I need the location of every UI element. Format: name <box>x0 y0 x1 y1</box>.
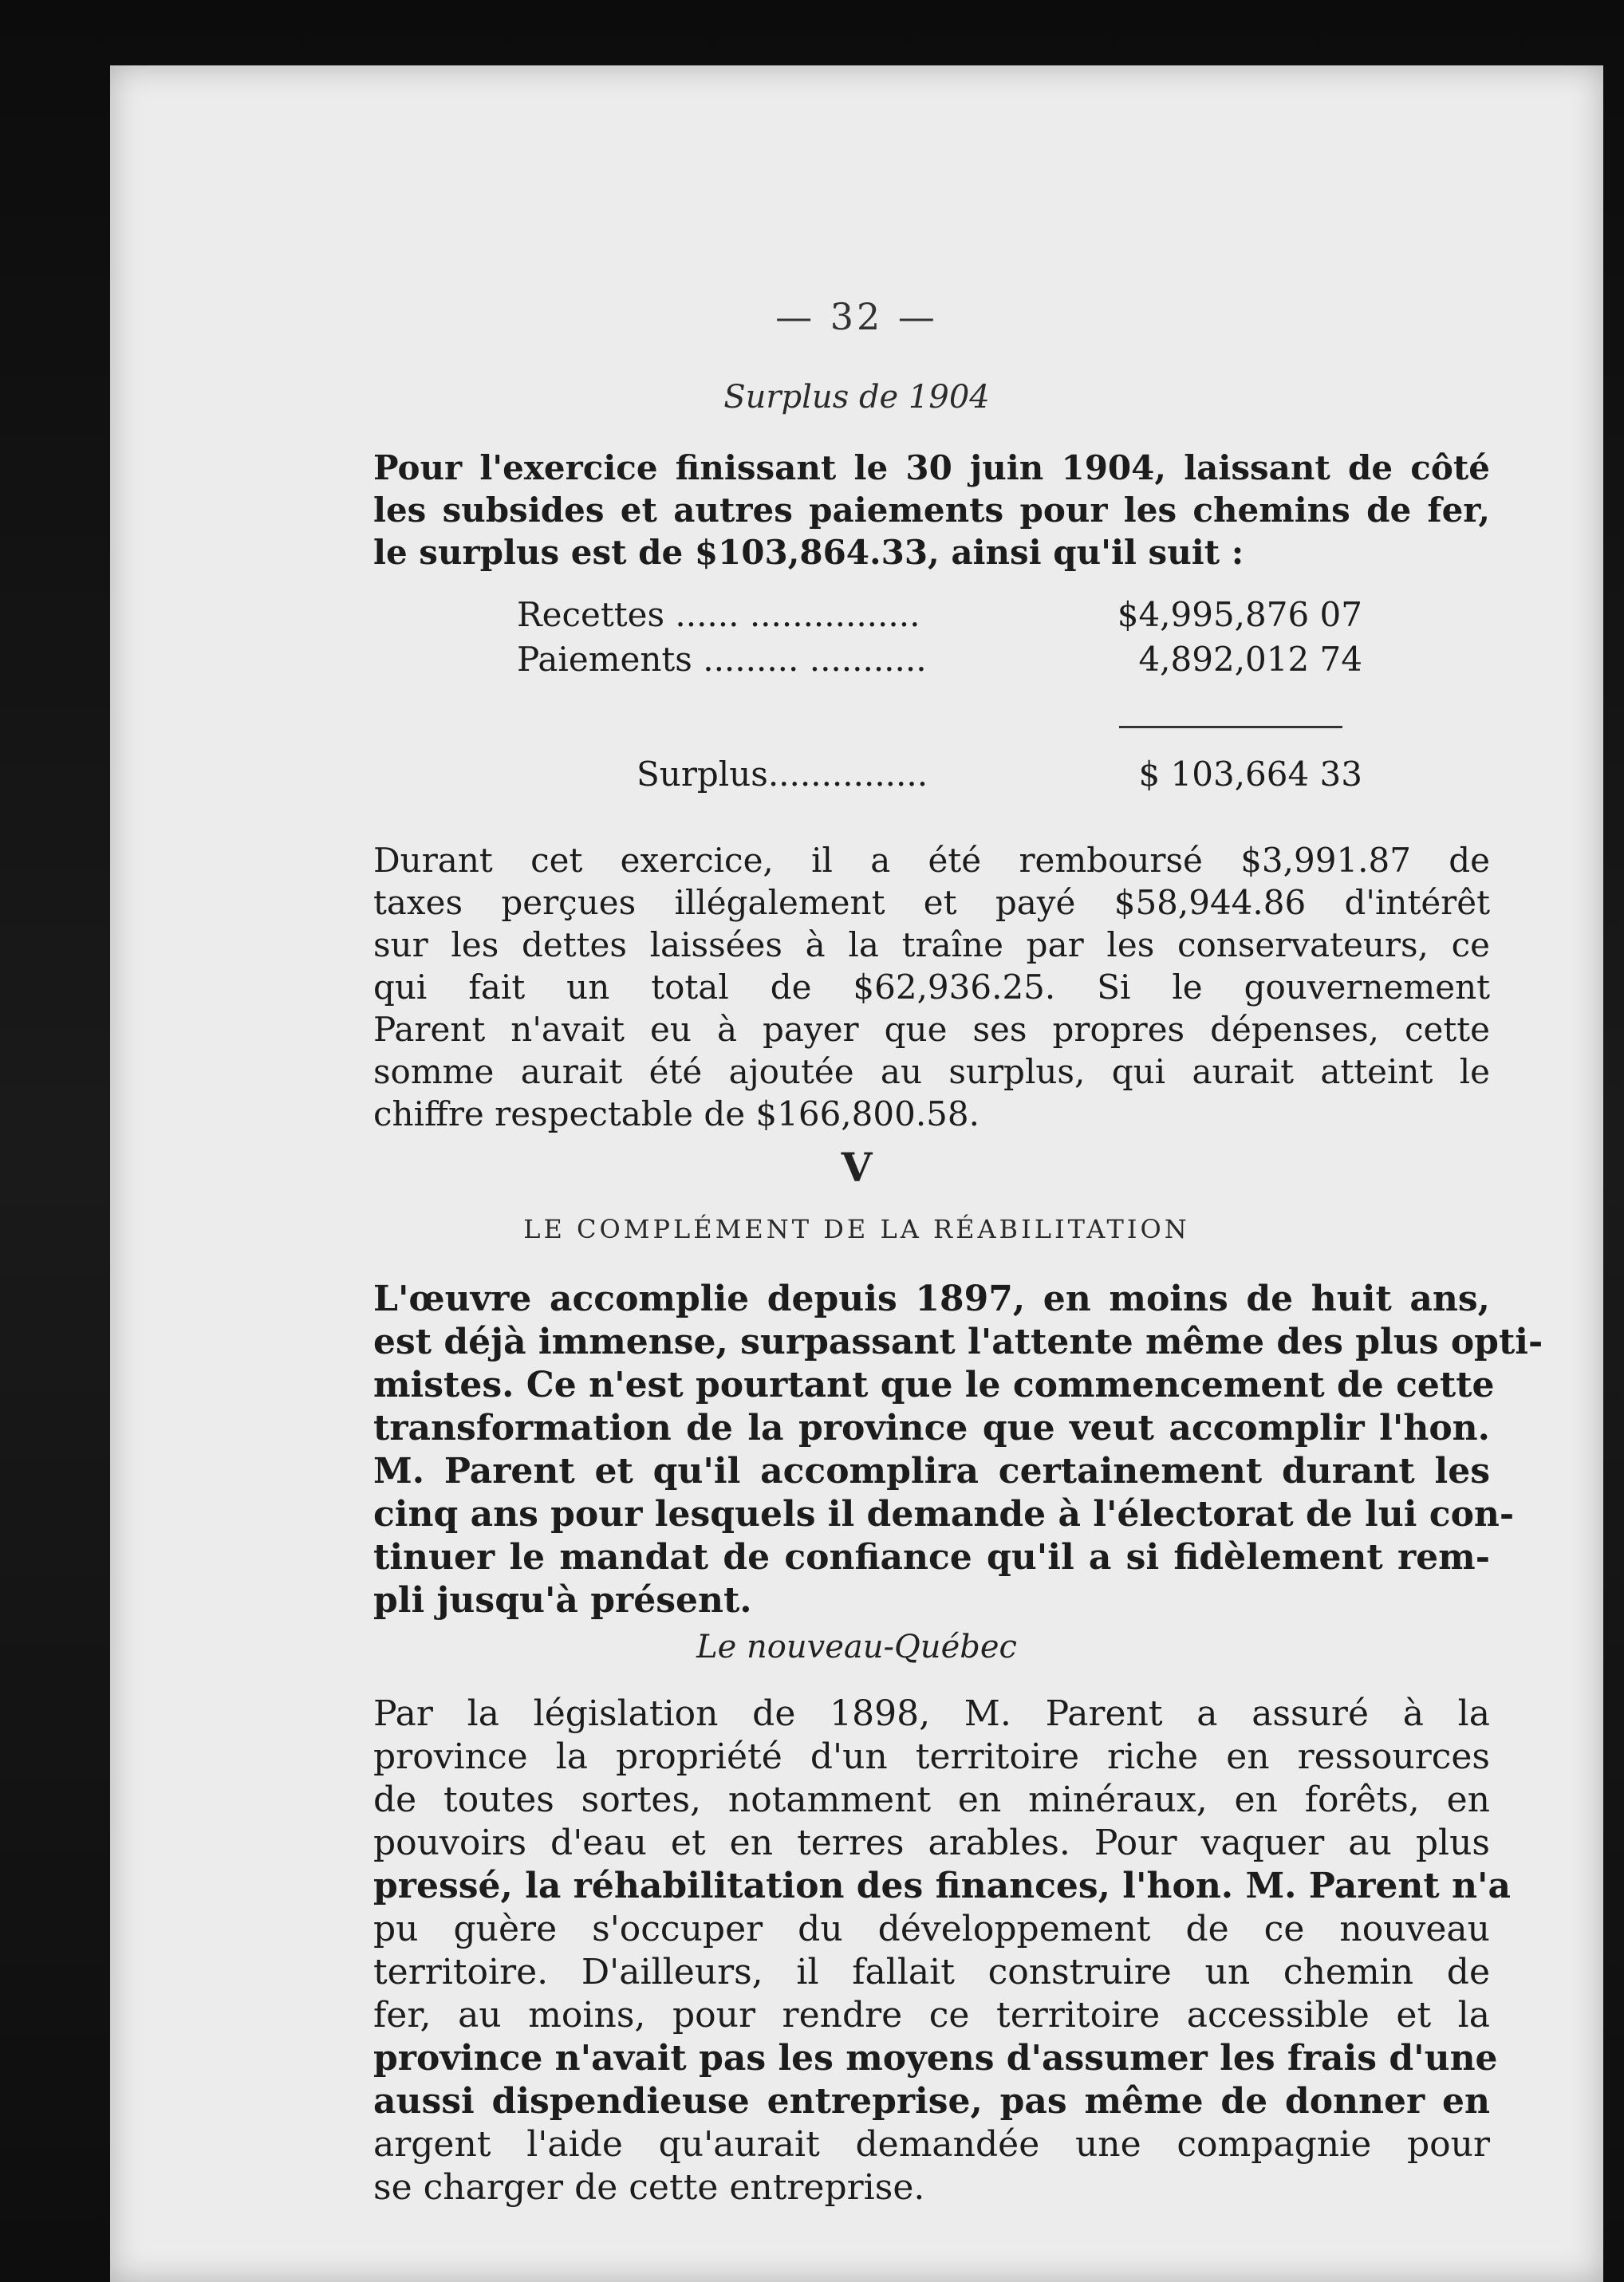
total-amount: $ 103,664 33 <box>1138 755 1362 794</box>
paragraph-line: sur les dettes laissées à la traîne par les conservateurs, ce <box>373 925 1490 964</box>
paragraph-line: Pour l'exercice finissant le 30 juin 1904, laissant de côté <box>373 448 1490 487</box>
paragraph-line: pli jusqu'à présent. <box>373 1580 752 1621</box>
paragraph-line: tinuer le mandat de confiance qu'il a si fidèlement rem- <box>373 1537 1490 1578</box>
paragraph-intro <box>373 447 1490 573</box>
paragraph-reimbursement <box>373 839 1490 1135</box>
paragraph-line: le surplus est de $103,864.33, ainsi qu'il suit : <box>373 533 1244 572</box>
chapter-title: LE COMPLÉMENT DE LA RÉABILITATION <box>523 1214 1190 1244</box>
paragraph-line: se charger de cette entreprise. <box>373 2167 925 2208</box>
paragraph-line: territoire. D'ailleurs, il fallait construire un chemin de <box>373 1952 1490 1992</box>
subsection-heading: Le nouveau-Québec <box>696 1629 1017 1665</box>
paragraph-nouveau-quebec <box>373 1693 1511 2209</box>
paragraph-line: transformation de la province que veut accomplir l'hon. <box>373 1408 1490 1448</box>
paragraph-line: somme aurait été ajoutée au surplus, qui aurait atteint le <box>373 1052 1490 1091</box>
paragraph-line: chiffre respectable de $166,800.58. <box>373 1094 980 1133</box>
paragraph-line: mistes. Ce n'est pourtant que le commencement de cette <box>373 1365 1495 1405</box>
paragraph-line: pouvoirs d'eau et en terres arables. Pour vaquer au plus <box>373 1823 1490 1863</box>
paragraph-line: province la propriété d'un territoire riche en ressources <box>373 1736 1490 1777</box>
paragraph-line: pressé, la réhabilitation des finances, l'hon. M. Parent n'a <box>373 1866 1511 1906</box>
paragraph-line: qui fait un total de $62,936.25. Si le gouvernement <box>373 968 1490 1007</box>
paragraph-line: aussi dispendieuse entreprise, pas même de donner en <box>373 2081 1490 2122</box>
paragraph-line: les subsides et autres paiements pour les chemins de fer, <box>373 491 1490 530</box>
sum-rule <box>1119 726 1342 728</box>
total-label: Surplus............... <box>637 755 928 794</box>
paragraph-line: pu guère s'occuper du développement de ce nouveau <box>373 1909 1490 1949</box>
paragraph-line: Par la législation de 1898, M. Parent a assuré à la <box>373 1693 1490 1734</box>
paragraph-line: est déjà immense, surpassant l'attente même des plus opti- <box>373 1322 1543 1362</box>
document-page <box>110 65 1603 2282</box>
row-label: Recettes ...... ................ <box>517 595 920 634</box>
paragraph-rehabilitation <box>373 1278 1543 1622</box>
row-amount: $4,995,876 07 <box>1117 595 1362 634</box>
table-row <box>517 640 1362 684</box>
table-row <box>517 595 1362 640</box>
row-label: Paiements ......... ........... <box>517 640 927 679</box>
page-number: — 32 — <box>775 295 938 338</box>
paragraph-line: taxes perçues illégalement et payé $58,944.86 d'intérêt <box>373 883 1490 922</box>
table-total-row <box>517 755 1362 799</box>
chapter-number: V <box>841 1144 873 1191</box>
paragraph-line: Parent n'avait eu à payer que ses propres dépenses, cette <box>373 1010 1490 1049</box>
paragraph-line: de toutes sortes, notamment en minéraux, en forêts, en <box>373 1779 1490 1820</box>
paragraph-line: M. Parent et qu'il accomplira certainement durant les <box>373 1451 1490 1492</box>
paragraph-line: fer, au moins, pour rendre ce territoire accessible et la <box>373 1995 1490 2036</box>
paragraph-line: province n'avait pas les moyens d'assumer les frais d'une <box>373 2038 1498 2079</box>
surplus-table <box>517 595 1362 794</box>
paragraph-line: cinq ans pour lesquels il demande à l'électorat de lui con- <box>373 1494 1515 1535</box>
paragraph-line: argent l'aide qu'aurait demandée une compagnie pour <box>373 2124 1490 2165</box>
section-heading: Surplus de 1904 <box>723 379 990 416</box>
paragraph-line: Durant cet exercice, il a été remboursé $3,991.87 de <box>373 841 1490 880</box>
row-amount: 4,892,012 74 <box>1138 640 1362 679</box>
paragraph-line: L'œuvre accomplie depuis 1897, en moins de huit ans, <box>373 1279 1490 1319</box>
